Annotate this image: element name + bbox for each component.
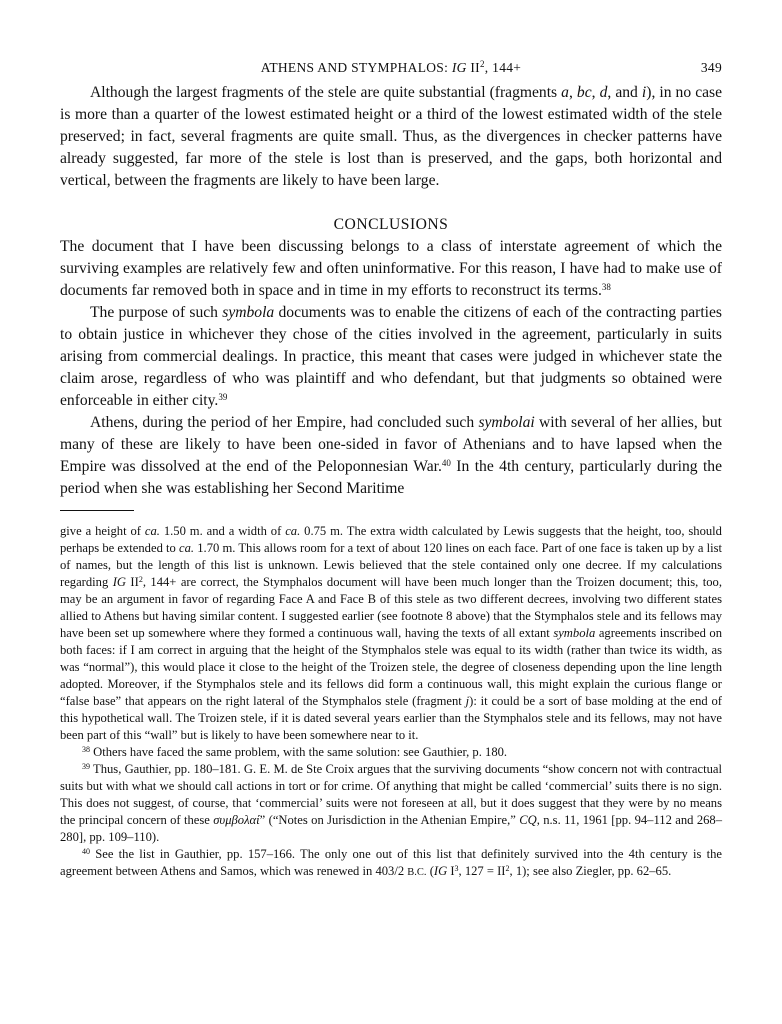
footnote-39: $^{39}$ Thus, Gauthier, pp. 180–181. G. E. M. de Ste Croix argues that the surviving documents “show concern not with contractual suits but with what we should call actions in tort or for crime. Of anything that might be called ‘commercial’ suits there is no sign. This does not suggest, of course, that ‘commercial’ suits were not foreseen at all, but it does suggest that they were by no means the principal concern of these συμβολαί” (“Notes on Jurisdiction in the Athenian Empire,” CQ, n.s. 11, 1961 [pp. 94–112 and 268–280], pp. 109–110). [60, 762, 723, 844]
footnote-40: $^{40}$ See the list in Gauthier, pp. 157–166. The only one out of this list that definitely survived into the 4th century is the agreement between Athens and Samos, which was renewed in 403/2 B.C. (IG $I^3$, $127 = II^2$, 1); see also Ziegler, pp. 62–65. [60, 847, 722, 878]
footnote-continuation: give a height of ca. 1.50 m. and a width of ca. 0.75 m. The extra width calculated by Lewis suggests that the height, too, should perhaps be extended to ca. 1.70 m. This allows room for a text of about 120 lines on each face. Part of one face is taken up by a list of names, but the length of this list is unknown. Lewis believed that the stele contained only one decree. If my calculations regarding IG $II^2$, 144+ are correct, the Stymphalos document will have been much longer than the Troizen document; this, too, may be an argument in favor of regarding Face A and Face B of this stele as two different decrees, involving two different states allied to Athens but having similar content. I suggested earlier (see footnote 8 above) that the Stymphalos stele and its fellows may have been set up somewhere where they formed a continuous wall, having the texts of all extant symbola agreements inscribed on both faces: if I am correct in arguing that the height of the Stymphalos stele was equal to its width (rather than twice its width, as was “normal”), this would place it close to the height of the Troizen stele, the degree of closeness depending upon the line length adopted. Moreover, if the Stymphalos stele and its fellows did form a continuous wall, this might explain the curious flange or “false base” that appears on the right lateral of the Stymphalos stele (fragment j): it could be a sort of base molding at the end of this hypothetical wall. The Troizen stele, if it is dated several years earlier than the Stymphalos stele and its fellows, may not have been part of this “wall” but is likely to have been somewhere near to it. [60, 524, 722, 742]
footnote-ref-39[interactable]: 39 [218, 392, 228, 402]
footnote-38: $^{38}$ Others have faced the same problem, with the same solution: see Gauthier, p. 180. [82, 745, 508, 759]
footnote-divider [60, 510, 134, 511]
paragraph-athens-empire: Athens, during the period of her Empire, had concluded such symbolai with several of her allies, but many of these are likely to have been one-sided in favor of Athenians and to have lapsed when the Empire was dissolved at the end of the Peloponnesian War.$^{40}$ In the 4th century, particularly during the period when she was establishing her Second Maritime [60, 414, 722, 497]
running-header [60, 60, 722, 82]
footnotes [60, 523, 722, 881]
paragraph-document-class: The document that I have been discussing belongs to a class of interstate agreement of which the surviving examples are relatively few and often uninformative. For this reason, I have had to make use of documents far removed both in space and in time in my efforts to reconstruct its terms.$^{38}$ [60, 238, 722, 299]
paragraph-fragments: Although the largest fragments of the stele are quite substantial (fragments a, bc, d, and i), in no case is more than a quarter of the lowest estimated height or a third of the lowest estimated width of the stele preserved; in fact, several fragments are quite small. Thus, as the divergences in checker patterns have already suggested, far more of the stele is lost than is preserved, and the gaps, both horizontal and vertical, between the fragments are likely to have been large. [60, 84, 723, 189]
main-text [60, 82, 722, 500]
section-heading: CONCLUSIONS [333, 216, 449, 233]
running-title: ATHENS AND STYMPHALOS: IG $II^2$, 144+ [260, 59, 522, 75]
paragraph-symbola-purpose: The purpose of such symbola documents was to enable the citizens of each of the contracting parties to obtain justice in whichever they chose of the cities involved in the agreement, particularly in suits arising from commercial dealings. In practice, this meant that cases were judged in whichever state the claim arose, regardless of who was plaintiff and who defendant, but that judgments so obtained were enforceable in either city.$^{39}$ [60, 304, 723, 409]
footnote-ref-40[interactable]: 40 [441, 458, 451, 468]
page-number: 349 [700, 60, 722, 75]
footnote-ref-38[interactable]: 38 [601, 282, 611, 292]
page [60, 60, 722, 881]
